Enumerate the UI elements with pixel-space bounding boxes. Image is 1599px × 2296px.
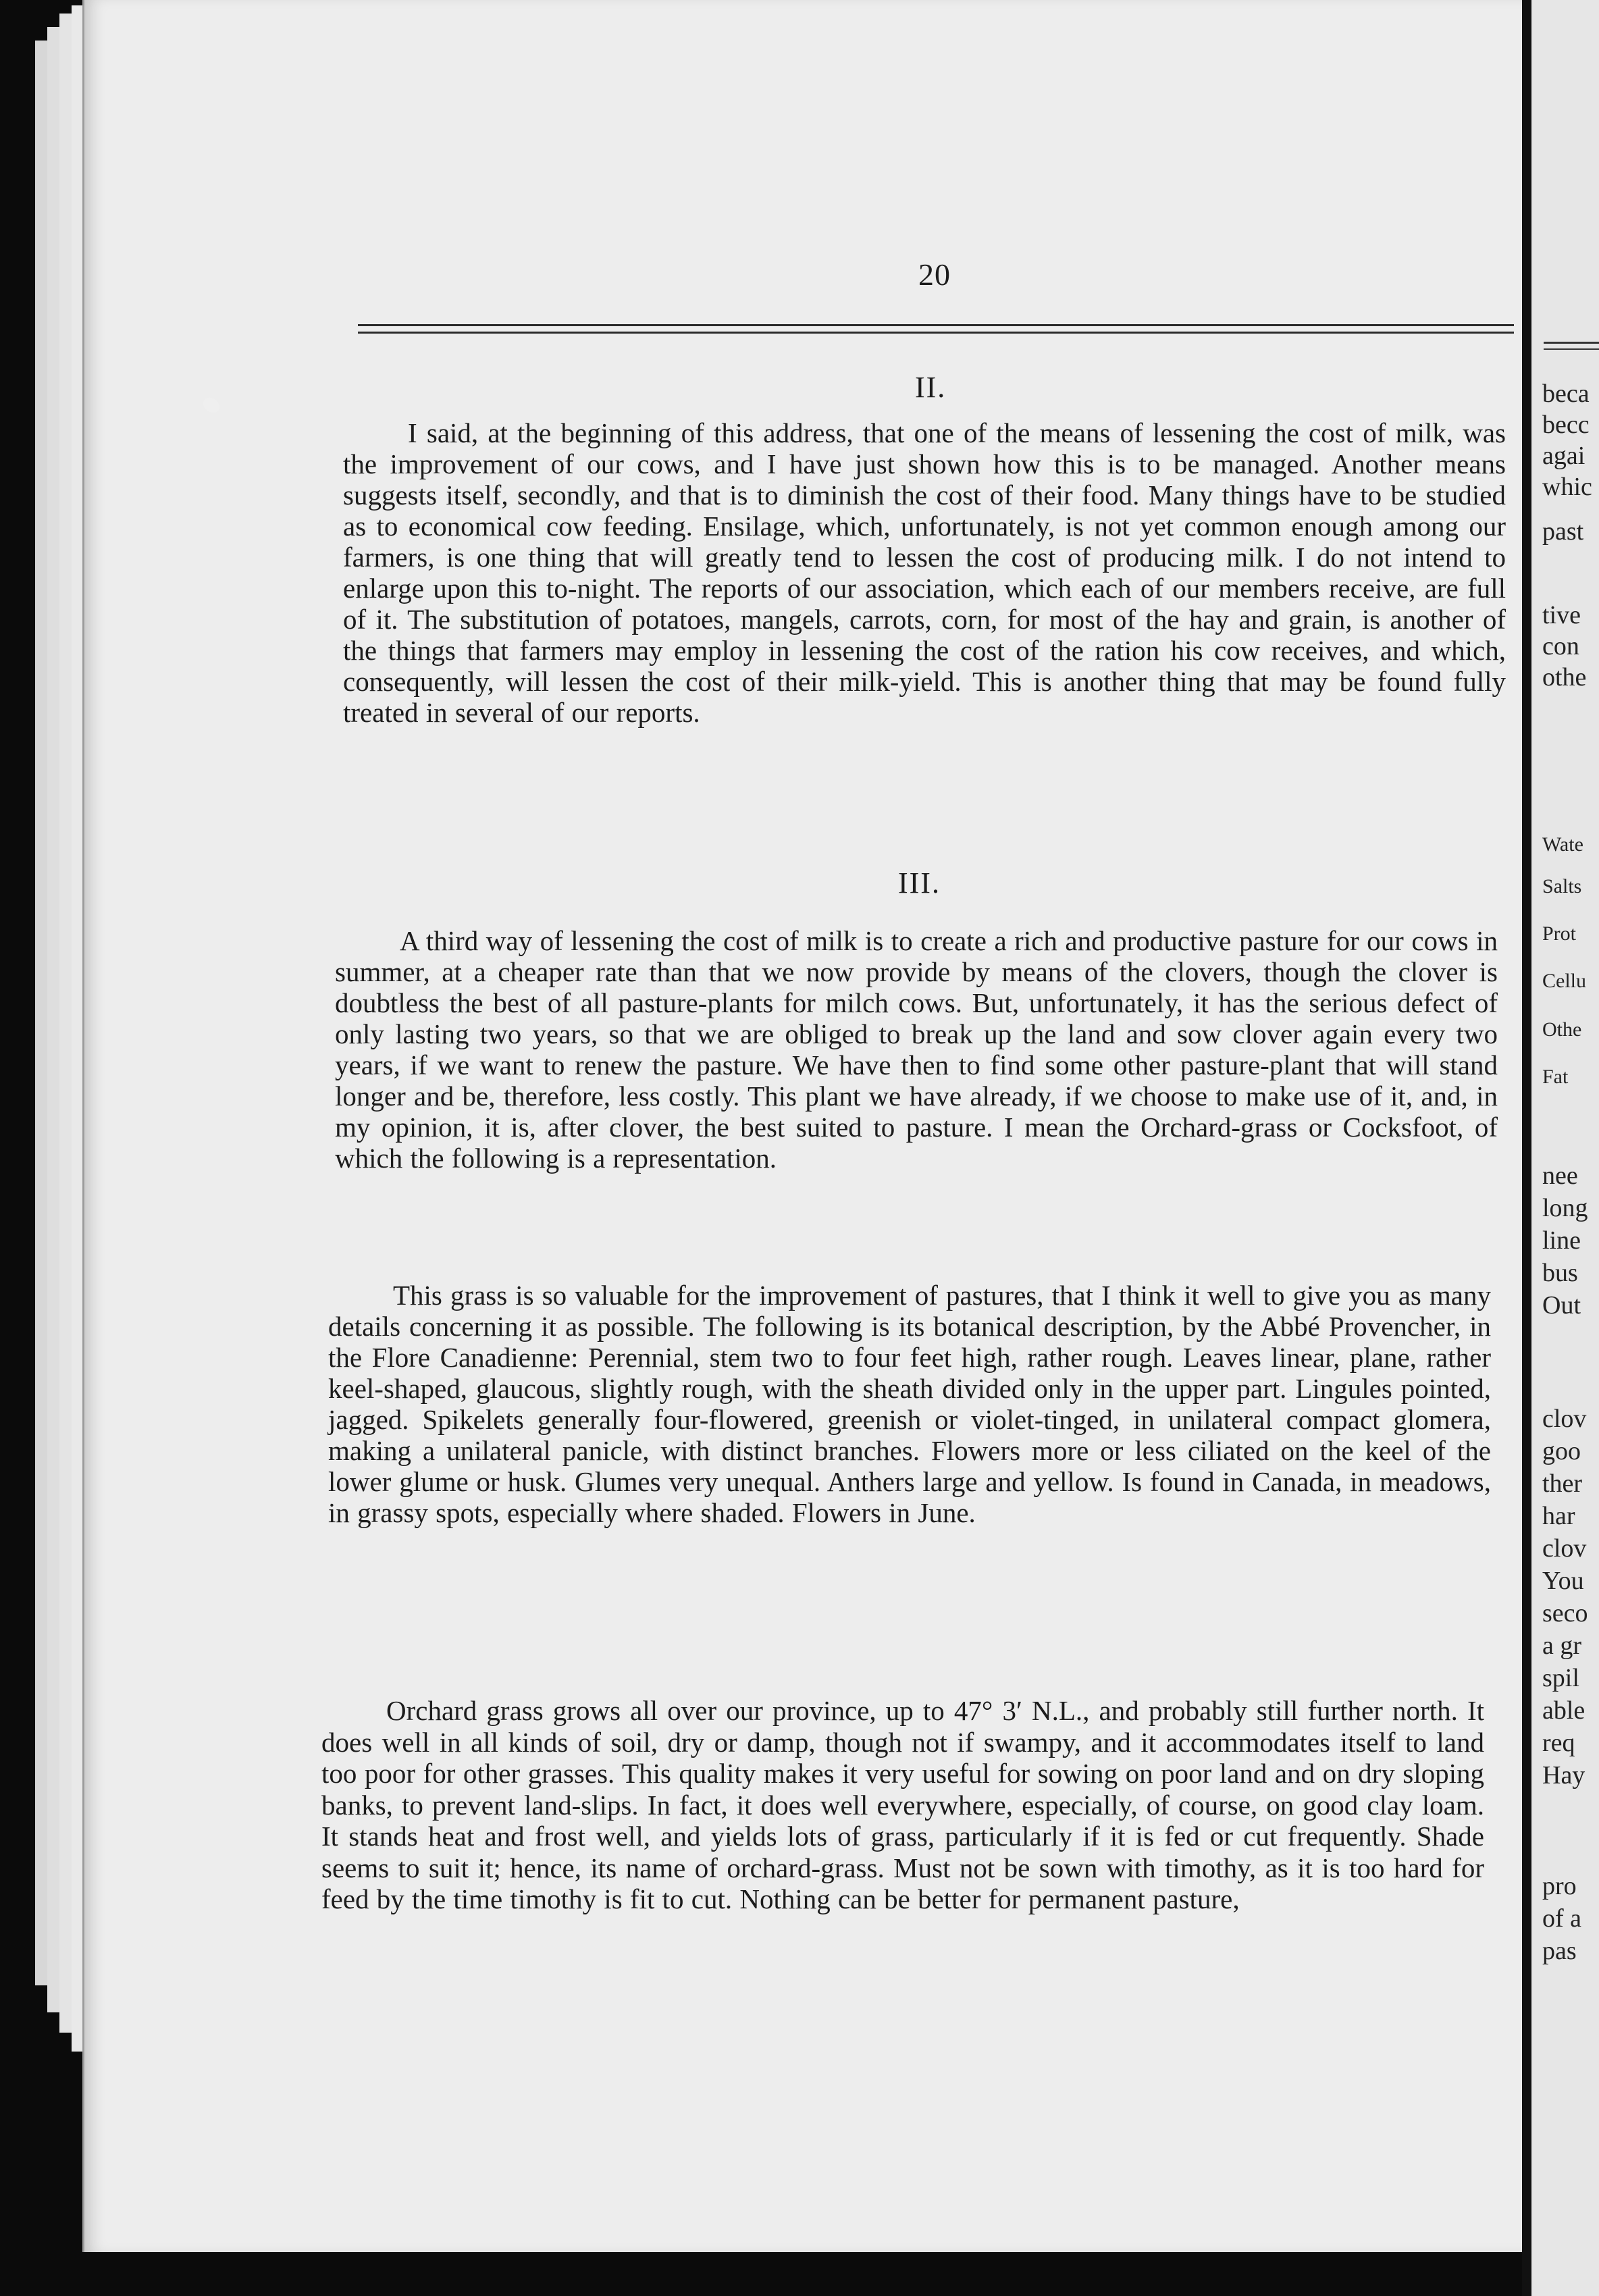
facing-fragment: Hay [1542,1761,1585,1790]
facing-fragment: Fat [1542,1066,1569,1088]
facing-fragment: con [1542,632,1579,660]
facing-fragment: Prot [1542,922,1577,945]
facing-fragment: clov [1542,1405,1587,1433]
facing-fragment: Wate [1542,833,1583,856]
facing-fragment: bus [1542,1259,1578,1287]
facing-fragment: nee [1542,1162,1578,1190]
section-heading-iii: III. [898,866,941,899]
facing-fragment: line [1542,1226,1581,1255]
paragraph: This grass is so valuable for the improvement of pastures, that I think it well to give you as many details concerning it as possible. The following is its botanical description, by the Abbé Provencher, in the Flore Canadienne: Perennial, stem two to four feet high, rather rough. Leaves linear, plane, rather keel-shaped, glaucous, slightly rough, with the sheath divided only in the upper part. Lingules pointed, jagged. Spikelets generally four-flowered, greenish or violet-tinged, in unilateral compact glomera, making a unilateral panicle, with distinct branches. Flowers more or less ciliated on the keel of the lower glume or husk. Glumes very unequal. Anthers large and yellow. Is found in Canada, in meadows, in grassy spots, especially where shaded. Flowers in June. [328,1280,1491,1528]
facing-fragment: ther [1542,1469,1583,1498]
facing-fragment: beca [1542,380,1590,408]
facing-fragment: Cellu [1542,970,1586,992]
paragraph: A third way of lessening the cost of milk is to create a rich and productive pasture for our cows in summer, at a cheaper rate than that we now provide by means of the clovers, though the clover is doubtless the best of all pasture-plants for milch cows. But, unfortunately, it has the serious defect of only lasting two years, so that we are obliged to break up the land and sow clover again every two years, if we want to renew the pasture. We have then to find some other pasture-plant that will stand longer and be, therefore, less costly. This plant we have already, if we choose to make use of it, and, in my opinion, it is, after clover, the best suited to pasture. I mean the Orchard-grass or Cocksfoot, of which the following is a representation. [335,925,1498,1174]
facing-fragment: spil [1542,1664,1579,1692]
facing-fragment: Salts [1542,875,1582,897]
facing-fragment: goo [1542,1437,1581,1465]
facing-fragment: You [1542,1567,1584,1595]
facing-fragment: Out [1542,1291,1581,1320]
facing-page [1531,0,1599,2296]
facing-fragment: seco [1542,1599,1588,1627]
grass-description [328,1280,1491,1528]
facing-fragment: tive [1542,601,1581,629]
book-spine [1522,0,1531,2296]
facing-fragment: pas [1542,1937,1577,1965]
facing-fragment: agai [1542,442,1585,470]
section-heading-ii: II. [915,371,947,404]
section-iii-body [335,925,1498,1174]
section-ii-body [343,417,1506,728]
facing-fragment: pro [1542,1872,1577,1900]
facing-fragment: clov [1542,1534,1587,1563]
facing-fragment: Othe [1542,1018,1582,1041]
orchard-grass-habitat [321,1695,1484,1915]
facing-fragment: whic [1542,473,1592,501]
facing-fragment: able [1542,1696,1585,1725]
facing-fragment: long [1542,1194,1588,1222]
facing-fragment: past [1542,517,1584,546]
facing-fragment: a gr [1542,1632,1582,1660]
paragraph: I said, at the beginning of this address, that one of the means of lessening the cost of milk, was the improvement of our cows, and I have just shown how this is to be managed. Another means suggests itself, secondly, and that is to diminish the cost of their food. Many things have to be studied as to economical cow feeding. Ensilage, which, unfortunately, is not yet common enough among our farmers, is one thing that will greatly tend to lessen the cost of producing milk. I do not intend to enlarge upon this to-night. The reports of our association, which each of our members receive, are full of it. The substitution of potatoes, mangels, carrots, corn, for most of the hay and grain, is another of the things that farmers may employ in lessening the cost of the ration his cow receives, and which, consequently, will lessen the cost of their milk-yield. This is another thing that may be found fully treated in several of our reports. [343,417,1506,728]
facing-fragment: har [1542,1502,1575,1530]
page-number: 20 [918,257,951,292]
facing-header-rule [1544,342,1599,350]
facing-fragment: becc [1542,411,1590,439]
facing-fragment: othe [1542,663,1587,692]
paragraph: Orchard grass grows all over our province, up to 47° 3′ N.L., and probably still further north. It does well in all kinds of soil, dry or damp, though not if swampy, and it accommodates itself to land too poor for other grasses. This quality makes it very useful for sowing on poor land and on dry sloping banks, to prevent land-slips. In fact, it does well everywhere, especially, of course, on good clay loam. It stands heat and frost well, and yields lots of grass, particularly if it is fed or cut frequently. Shade seems to suit it; hence, its name of orchard-grass. Must not be sown with timothy, as it is too hard for feed by the time timothy is fit to cut. Nothing can be better for permanent pasture, [321,1695,1484,1914]
header-rule [358,324,1514,334]
facing-fragment: of a [1542,1904,1582,1933]
facing-fragment: req [1542,1729,1575,1757]
